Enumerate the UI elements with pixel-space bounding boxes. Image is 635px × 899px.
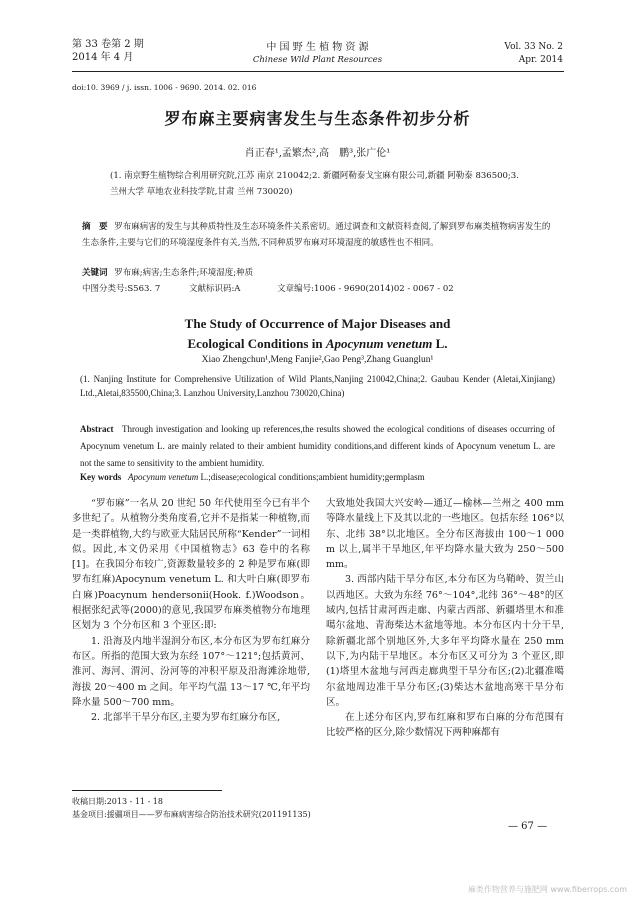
footnote-rule: [72, 790, 222, 791]
issue-volume-en: Vol. 33 No. 2: [504, 42, 563, 52]
journal-name-en: Chinese Wild Plant Resources: [252, 55, 383, 65]
issue-volume: 第 33 卷第 2 期: [72, 39, 144, 50]
issue-date: 2014 年 4 月: [72, 52, 134, 63]
body-column-right: [326, 496, 564, 741]
received-date: 收稿日期:2013 - 11 - 18: [72, 797, 163, 806]
abstract-zh-text: 罗布麻病害的发生与其种质特性及生态环境条件关系密切。通过调查和文献资料查阅,了解到罗布麻类植物病害发生的生态条件,主要与它们的环境湿度条件有关,当然,不同种质罗布麻对环境湿度的敏感性也不相同。: [82, 222, 551, 248]
footnote: [72, 795, 311, 821]
affiliation-zh: (1. 南京野生植物综合利用研究院,江苏 南京 210042;2. 新疆阿勒泰戈宝麻有限公司,新疆 阿勒泰 836500;3. 兰州大学 草地农业科技学院,甘肃 兰州 730020): [110, 171, 519, 197]
page-number: — 67 —: [508, 821, 548, 832]
title-zh: 罗布麻主要病害发生与生态条件初步分析: [164, 109, 471, 128]
title-en-line2: Ecological Conditions in Apocynum venetum L.: [187, 336, 448, 351]
keywords-en: [80, 472, 555, 482]
body-paragraph: 2. 北部半干旱分布区,主要为罗布红麻分布区,: [91, 712, 281, 724]
article-number: 文章编号:1006 - 9690(2014)02 - 0067 - 02: [277, 284, 454, 294]
journal-name-zh: 中 国 野 生 植 物 资 源: [266, 42, 369, 53]
keywords-zh-label: 关键词: [82, 268, 108, 278]
clc-number: 中图分类号:S563. 7: [82, 284, 161, 294]
abstract-zh: [82, 219, 552, 251]
doi: doi:10. 3969 / j. issn. 1006 - 9690. 2014. 02. 016: [72, 83, 257, 92]
document-code: 文献标识码:A: [188, 284, 241, 294]
journal-issue-en: [504, 41, 563, 67]
body-column-left: [72, 496, 310, 725]
authors-en: Xiao Zhengchun¹,Meng Fanjie²,Gao Peng³,Zhang Guanglun¹: [201, 355, 434, 365]
keywords-zh-text: 罗布麻;病害;生态条件;环境湿度;种质: [114, 268, 254, 278]
title-en-line1: The Study of Occurrence of Major Diseases and: [184, 316, 451, 331]
body-paragraph: 在上述分布区内,罗布红麻和罗布白麻的分布范围有比较严格的区分,除少数情况下两种麻都有: [326, 712, 564, 739]
body-paragraph: “罗布麻”一名从 20 世纪 50 年代使用至今已有半个多世纪了。从植物分类角度看,它并不是指某一种植物,而是一类群植物,大约与欧亚大陆居民所称“Kender”一词相似。因此,本文仍采用《中国植物志》63 卷中的名称[1]。在我国分布较广,资源数量较多的 2 种是罗布麻(即罗布红麻)Apocynum venetum L. 和大叶白麻(即罗布白麻)Poacynum hendersonii(Hook. f.)Woodson。根据张纪武等(2000)的意见,我国罗布麻类植物分布地理区划为 3 个分布区和 3 个亚区:即:: [72, 498, 310, 632]
title-en-species: Apocynum venetum: [325, 336, 433, 351]
body-paragraph: 大致地处我国大兴安岭—通辽—榆林—兰州之 400 mm 等降水量线上下及其以北的一些地区。包括东经 106°以东、北纬 38°以北地区。全分布区海拔由 100～1 000 m 以上,属半干旱地区,年平均降水量大致为 250～500 mm。: [326, 498, 564, 571]
issue-date-en: Apr. 2014: [518, 55, 563, 65]
abstract-en-text: Through investigation and looking up references,the results showed the ecological conditions of diseases occurring of Apocynum venetum L. are mainly related to their ambient humidity conditions,and different kinds of Apocynum venetum L. are not the same to sensitivity to the ambient humidity.: [80, 424, 555, 468]
authors-zh: 肖正春¹,孟繁杰²,高 鹏³,张广伦¹: [244, 148, 391, 159]
abstract-en-label: Abstract: [80, 424, 114, 434]
watermark: 麻类作物营养与施肥网 www.fiberrops.com: [467, 885, 627, 894]
abstract-zh-label: 摘 要: [82, 222, 108, 232]
keywords-en-text: L.;disease;ecological conditions;ambient humidity;germplasm: [198, 472, 425, 482]
body-paragraph: 3. 西部内陆干旱分布区,本分布区为乌鞘岭、贺兰山以西地区。大致为东经 76°～104°,北纬 36°～48°的区域内,包括甘肃河西走廊、内蒙古西部、新疆塔里木和准噶尔盆地、青海柴达木盆地等地。本分布区内十分干旱,除新疆北部个别地区外,大多年平均降水量在 250 mm 以下,为内陆干旱地区。本分布区又可分为 3 个亚区,即(1)塔里木盆地与河西走廊典型干旱分布区;(2)北疆准噶尔盆地周边准干旱分布区;(3)柴达木盆地高寒干旱分布区。: [326, 574, 564, 708]
keywords-en-label: Key words: [80, 472, 122, 482]
keywords-en-species: Apocynum venetum: [128, 472, 199, 482]
affiliation-en: (1. Nanjing Institute for Comprehensive Utilization of Wild Plants,Nanjing 210042,China;2. Gaubau Kender (Aletai,Xinjiang) Ltd.,Aletai,835500,China;3. Lanzhou University,Lanzhou 730020,China): [80, 374, 555, 398]
fund-info: 基金项目:援疆项目——罗布麻病害综合防治技术研究(201191135): [72, 810, 311, 819]
abstract-en: [80, 421, 555, 472]
header-rule: [72, 71, 564, 72]
classification-zh: [82, 281, 552, 297]
title-en: [0, 314, 635, 354]
body-paragraph: 1. 沿海及内地半湿润分布区,本分布区为罗布红麻分布区。所指的范围大致为东经 107°～121°;包括黄河、淮河、海河、渭河、汾河等的冲积平原及沿海滩涂地带,海拔 20～400 m 之间。年平均气温 13～17 ℃,年平均降水量 500～700 mm。: [72, 635, 310, 708]
keywords-zh: [82, 265, 552, 281]
